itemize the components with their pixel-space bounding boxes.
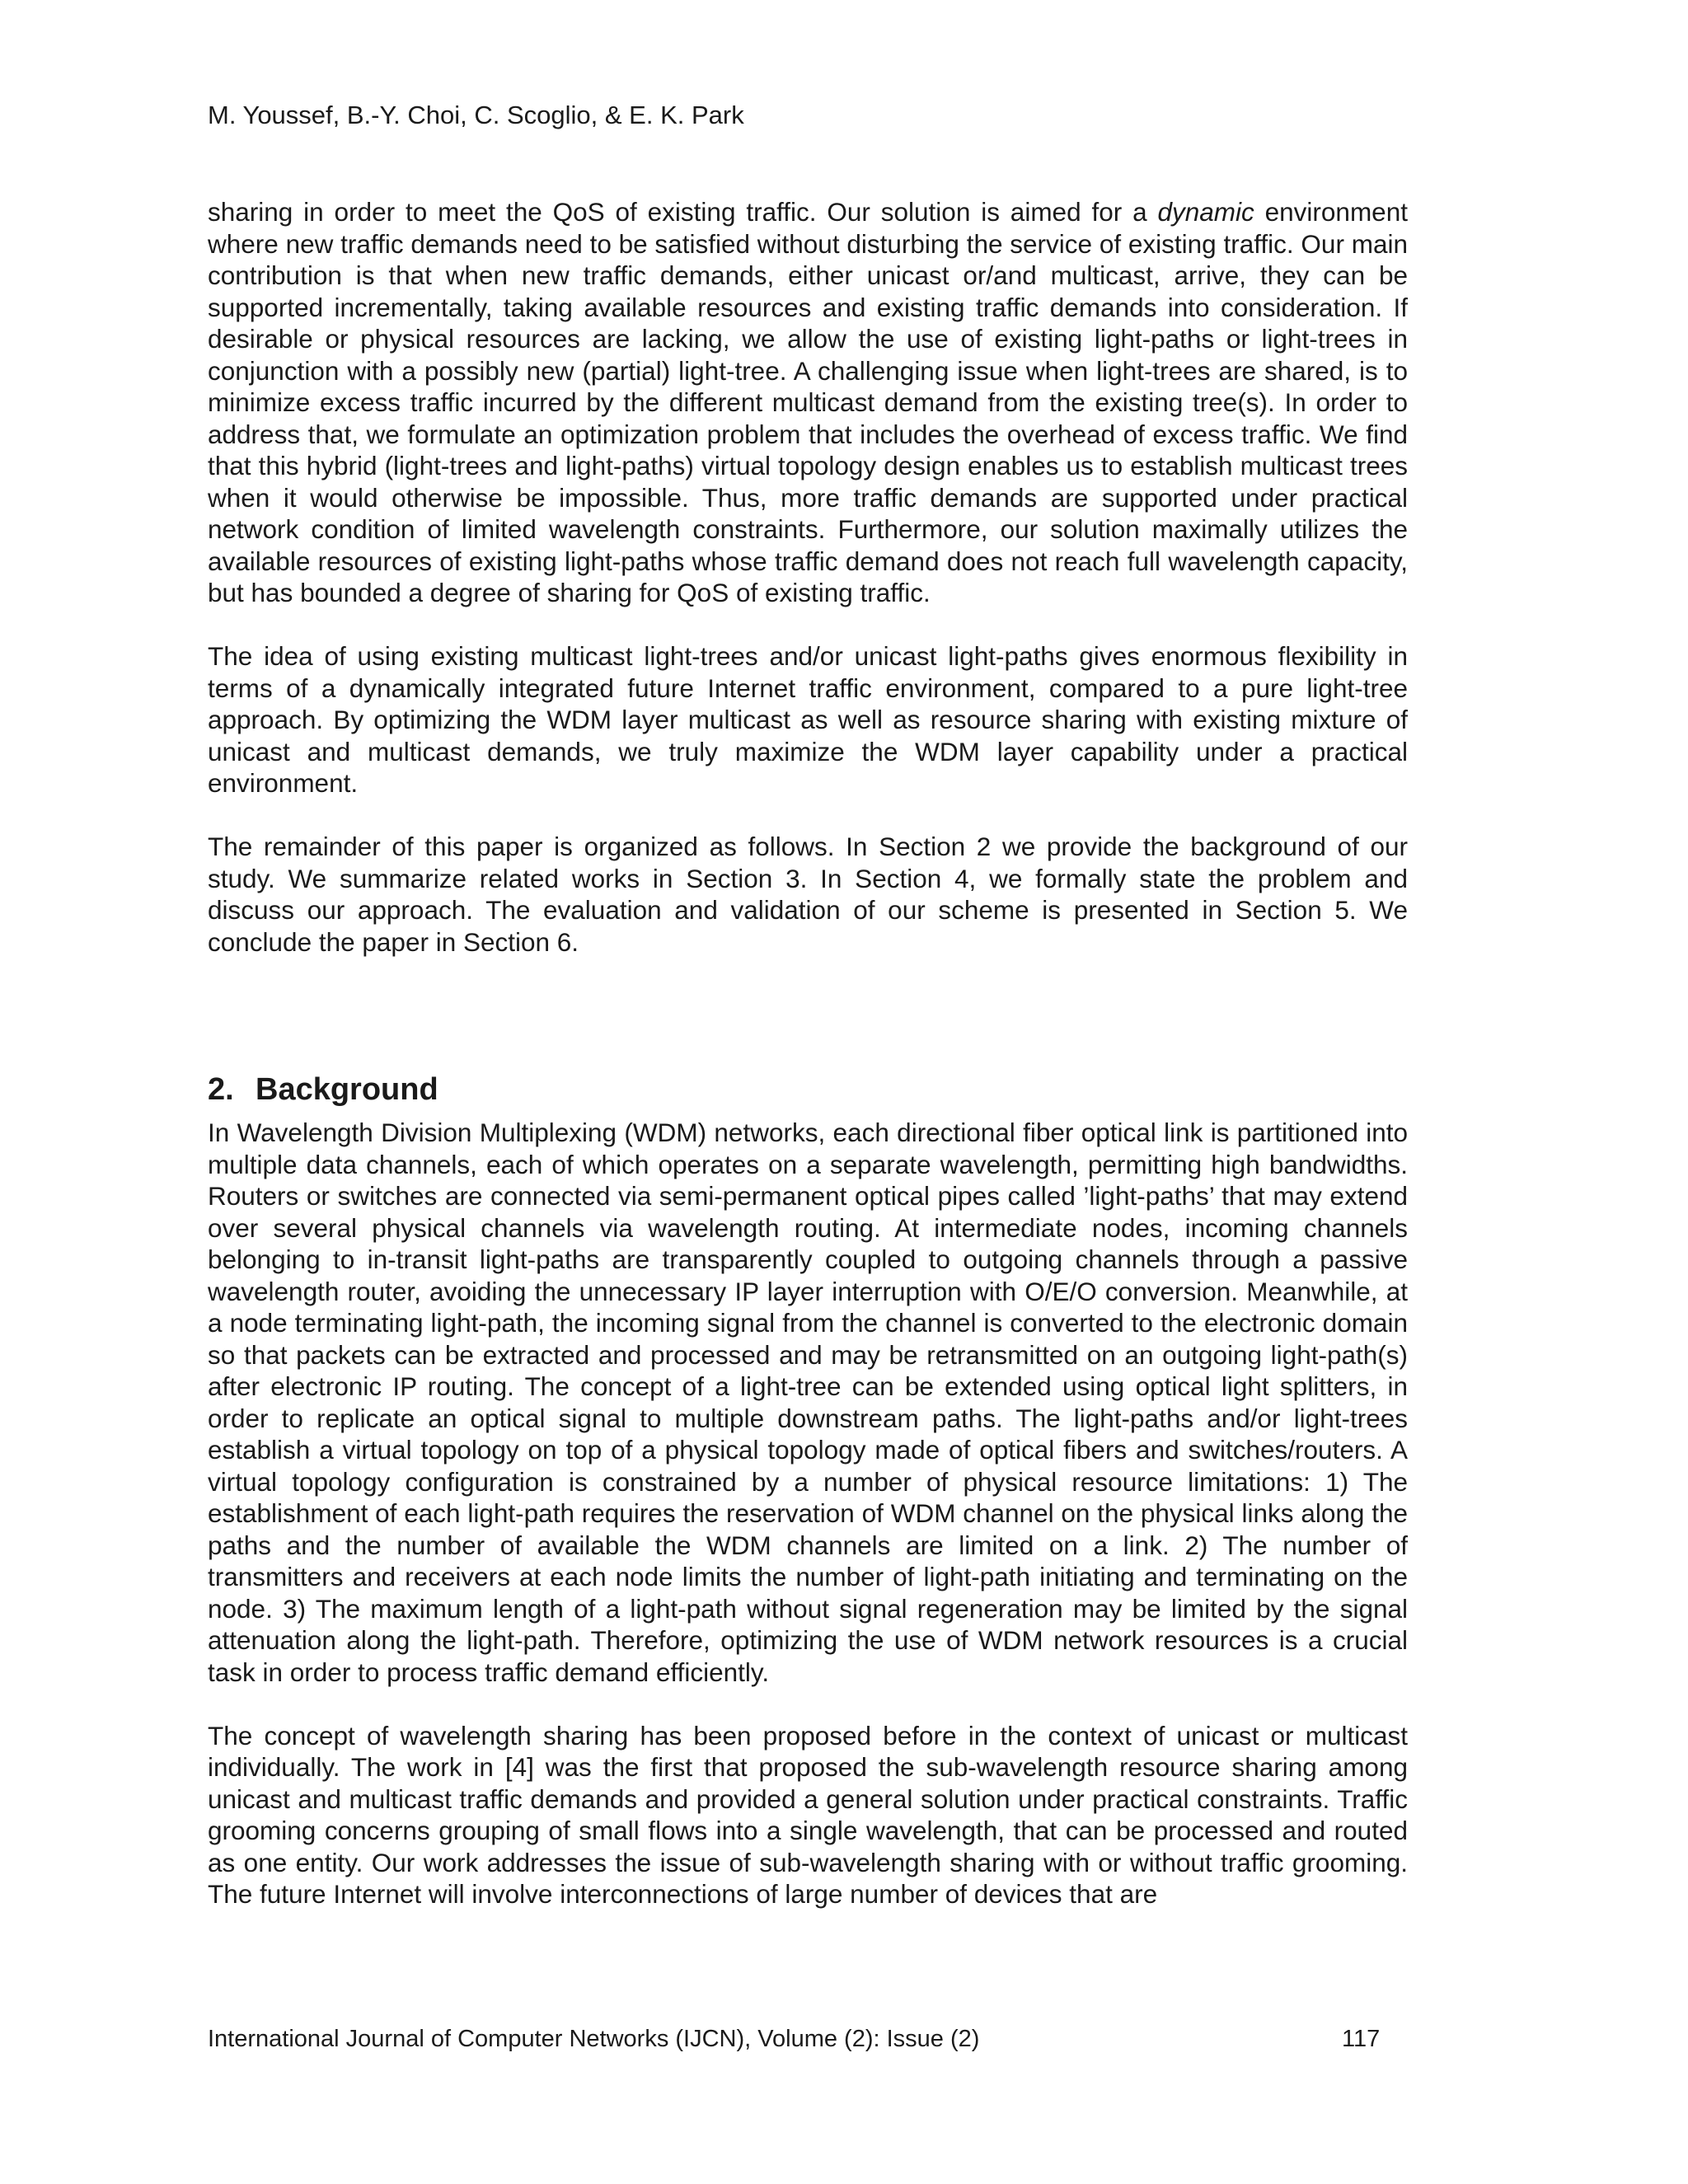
footer-journal: International Journal of Computer Networks (IJCN), Volume (2): Issue (2) xyxy=(208,2026,980,2052)
intro-body xyxy=(208,196,1408,958)
background-paragraph-2: The concept of wavelength sharing has been proposed before in the context of unicast or multicast individually. The work in [4] was the first that proposed the sub-wavelength resource sharing among unicast and multicast traffic demands and provided a general solution under practical constraints. Traffic grooming concerns grouping of small flows into a single wavelength, that can be processed and routed as one entity. Our work addresses the issue of sub-wavelength sharing with or without traffic grooming. The future Internet will involve interconnections of large number of devices that are xyxy=(208,1720,1408,1909)
page-number: 117 xyxy=(1342,2026,1381,2052)
emphasis-dynamic: dynamic xyxy=(1157,197,1254,227)
intro-paragraph-1-start: sharing in order to meet the QoS of existing traffic. Our solution is aimed for a xyxy=(208,197,1158,227)
section-title: Background xyxy=(256,1072,438,1107)
section-number: 2. xyxy=(208,1072,234,1107)
background-body xyxy=(208,1117,1408,1942)
background-paragraph-1: In Wavelength Division Multiplexing (WDM) networks, each directional fiber optical link is partitioned into multiple data channels, each of which operates on a separate wavelength, permitting high bandwidths. Routers or switches are connected via semi-permanent optical pipes called ’light-paths’ that may extend over several physical channels via wavelength routing. At intermediate nodes, incoming channels belonging to in-transit light-paths are transparently coupled to outgoing channels through a passive wavelength router, avoiding the unnecessary IP layer interruption with O/E/O conversion. Meanwhile, at a node terminating light-path, the incoming signal from the channel is converted to the electronic domain so that packets can be extracted and processed and may be retransmitted on an outgoing light-path(s) after electronic IP routing. The concept of a light-tree can be extended using optical light splitters, in order to replicate an optical signal to multiple downstream paths. The light-paths and/or light-trees establish a virtual topology on top of a physical topology made of optical fibers and switches/routers. A virtual topology configuration is constrained by a number of physical resource limitations: 1) The establishment of each light-path requires the reservation of WDM channel on the physical links along the paths and the number of available the WDM channels are limited on a link. 2) The number of transmitters and receivers at each node limits the number of light-path initiating and terminating on the node. 3) The maximum length of a light-path without signal regeneration may be limited by the signal attenuation along the light-path. Therefore, optimizing the use of WDM network resources is a crucial task in order to process traffic demand efficiently. xyxy=(208,1118,1408,1687)
intro-paragraph-1-rest: environment where new traffic demands need to be satisfied without disturbing the service of existing traffic. Our main contribution is that when new traffic demands, either unicast or/and multicast, arrive, they can be supported incrementally, taking available resources and existing traffic demands into consideration. If desirable or physical resources are lacking, we allow the use of existing light-paths or light-trees in conjunction with a possibly new (partial) light-tree. A challenging issue when light-trees are shared, is to minimize excess traffic incurred by the different multicast demand from the existing tree(s). In order to address that, we formulate an optimization problem that includes the overhead of excess traffic. We find that this hybrid (light-trees and light-paths) virtual topology design enables us to establish multicast trees when it would otherwise be impossible. Thus, more traffic demands are supported under practical network condition of limited wavelength constraints. Furthermore, our solution maximally utilizes the available resources of existing light-paths whose traffic demand does not reach full wavelength capacity, but has bounded a degree of sharing for QoS of existing traffic. xyxy=(208,197,1408,607)
intro-paragraph-1 xyxy=(208,196,1408,609)
intro-paragraph-3: The remainder of this paper is organized as follows. In Section 2 we provide the background of our study. We summarize related works in Section 3. In Section 4, we formally state the problem and discuss our approach. The evaluation and validation of our scheme is presented in Section 5. We conclude the paper in Section 6. xyxy=(208,832,1408,957)
running-head-authors: M. Youssef, B.-Y. Choi, C. Scoglio, & E. K. Park xyxy=(208,101,744,129)
section-heading-background xyxy=(208,1071,438,1108)
intro-paragraph-2: The idea of using existing multicast light-trees and/or unicast light-paths gives enormous flexibility in terms of a dynamically integrated future Internet traffic environment, compared to a pure light-tree approach. By optimizing the WDM layer multicast as well as resource sharing with existing mixture of unicast and multicast demands, we truly maximize the WDM layer capability under a practical environment. xyxy=(208,641,1408,798)
